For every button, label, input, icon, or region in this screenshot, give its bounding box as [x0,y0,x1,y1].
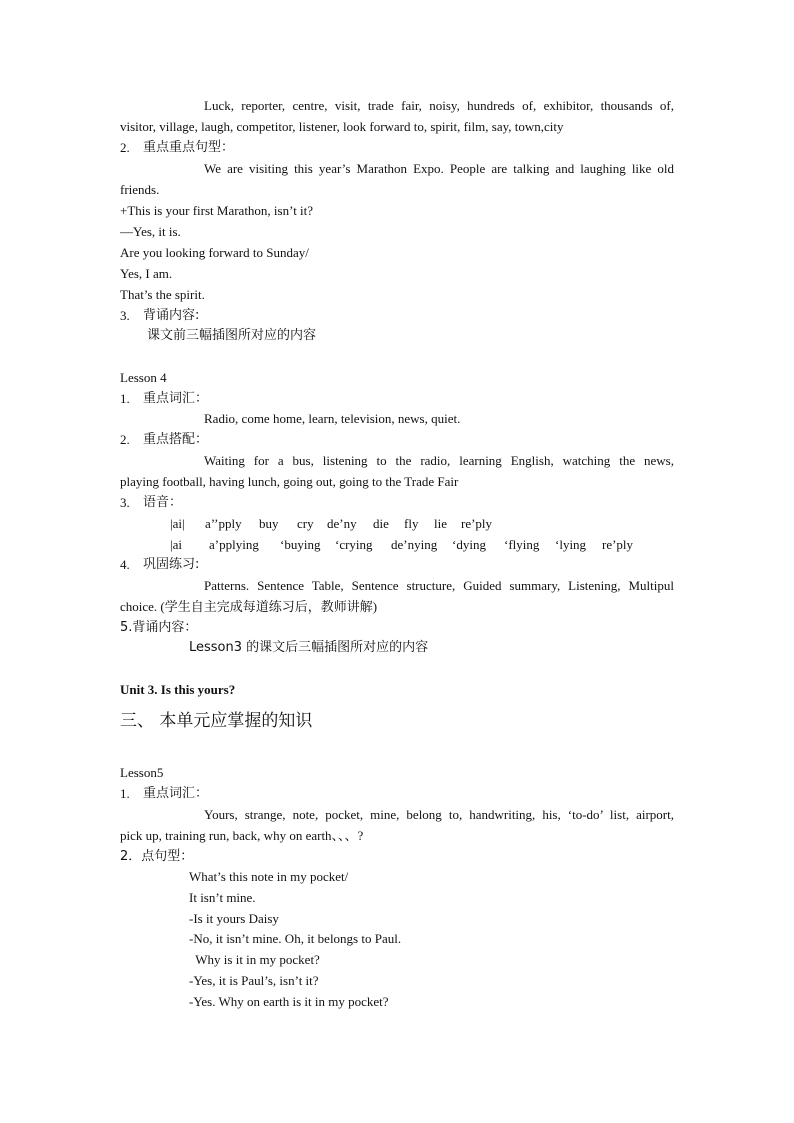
list-number: 3. [120,308,130,323]
phonetic-word: cry [297,516,314,531]
phonetic-word: a’pplying [209,537,259,552]
section-title: 2．点句型： [120,849,194,864]
list-number: 1. [120,391,130,406]
phonetic-word: |ai [170,537,182,552]
lesson-title: Lesson5 [120,765,164,780]
vocab-line: Luck, reporter, centre, visit, trade fair, noisy, hundreds of, exhibitor, thousands of, [204,98,674,113]
sentence-line: What’s this note in my pocket/ [189,869,349,884]
sentence-line: Why is it in my pocket? [189,952,320,967]
phonetic-word: ‘lying [555,537,587,552]
section-heading: 三、 本单元应掌握的知识 [120,711,313,731]
phonetic-word: re’ply [461,516,493,531]
collocation-line: playing football, having lunch, going out, going to the Trade Fair [120,474,459,489]
vocab-line: Radio, come home, learn, television, news, quiet. [204,411,461,426]
list-number: 3. [120,495,130,510]
phonetic-word: a’’pply [205,516,242,531]
recite-content: Lesson3 的课文后三幅插图所对应的内容 [189,640,429,655]
practice-line: Patterns. Sentence Table, Sentence structure, Guided summary, Listening, Multipul [204,578,674,593]
phonetic-word: die [373,516,389,531]
dialog-line: Yes, I am. [120,266,173,281]
unit-title: Unit 3. Is this yours? [120,682,236,697]
practice-line: choice. (学生自主完成每道练习后，教师讲解) [120,599,378,614]
collocation-line: Waiting for a bus, listening to the radio, learning English, watching the news, [204,453,674,468]
dialog-line: Are you looking forward to Sunday/ [120,245,309,260]
lesson-title: Lesson 4 [120,370,167,385]
section-title: 重点重点句型： [143,140,235,155]
phonetic-word: ‘buying [280,537,321,552]
vocab-line: Yours, strange, note, pocket, mine, belong to, handwriting, his, ‘to-do’ list, airport, [204,807,674,822]
list-number: 2. [120,432,130,447]
phonetic-word: lie [434,516,447,531]
list-number: 1. [120,786,130,801]
sentence-line: -Yes. Why on earth is it in my pocket? [189,994,389,1009]
list-number: 4. [120,557,130,572]
sentence-line: -Is it yours Daisy [189,911,279,926]
phonetic-word: fly [404,516,419,531]
phonetic-word: ‘flying [504,537,540,552]
sentence-line: -No, it isn’t mine. Oh, it belongs to Paul. [189,931,402,946]
vocab-line: pick up, training run, back, why on earth、、、? [120,828,364,843]
vocab-line: visitor, village, laugh, competitor, listener, look forward to, spirit, film, say, town,city [120,119,564,134]
section-title: 重点词汇： [143,391,209,406]
phonetic-word: |ai| [170,516,185,531]
phonetic-word: ‘dying [452,537,486,552]
sentence-line: It isn’t mine. [189,890,256,905]
list-number: 2. [120,140,130,155]
section-title: 重点搭配： [143,432,209,447]
sentence-line: friends. [120,182,160,197]
dialog-line: —Yes, it is. [120,224,181,239]
section-title: 巩固练习: [143,557,200,572]
recite-content: 课文前三幅插图所对应的内容 [147,328,317,343]
section-title: 5.背诵内容： [120,620,198,635]
sentence-line: -Yes, it is Paul’s, isn’t it? [189,973,319,988]
sentence-line: We are visiting this year’s Marathon Expo. People are talking and laughing like old [204,161,674,176]
phonetic-word: de’ny [327,516,357,531]
phonetic-word: de’nying [391,537,438,552]
section-title: 重点词汇： [143,786,209,801]
phonetic-word: ‘crying [335,537,373,552]
dialog-line: That’s the spirit. [120,287,205,302]
section-title: 背诵内容: [143,308,200,323]
dialog-line: +This is your first Marathon, isn’t it? [120,203,314,218]
section-title: 语音： [143,495,183,510]
phonetic-word: buy [259,516,279,531]
phonetic-word: re’ply [602,537,634,552]
